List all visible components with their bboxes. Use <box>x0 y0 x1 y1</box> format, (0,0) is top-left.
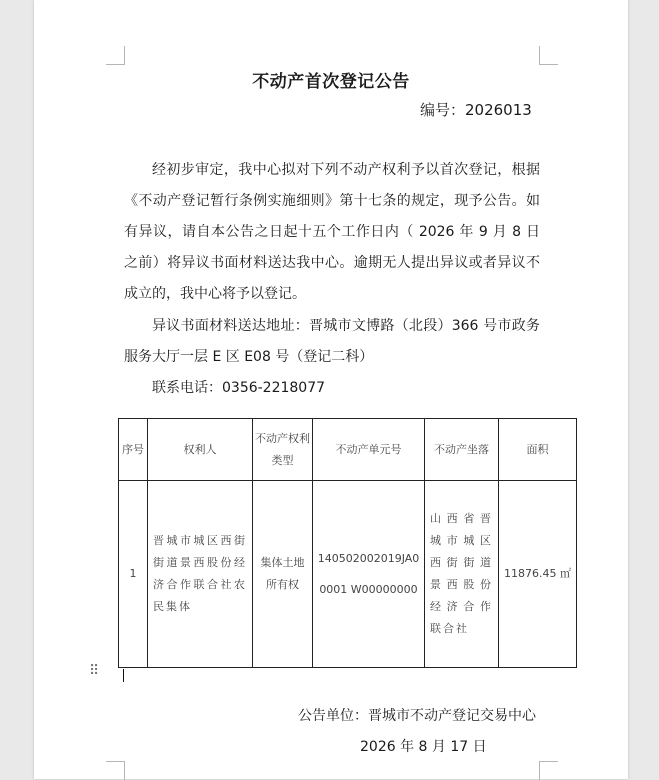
cell-location[interactable]: 山西省晋城市城区西街街道景西股份经济合作联合社 <box>425 481 499 668</box>
issuing-unit[interactable]: 公告单位：晋城市不动产登记交易中心 <box>298 708 536 724</box>
header-right-type[interactable]: 不动产权利类型 <box>253 419 313 481</box>
cell-owner[interactable]: 晋城市城区西街街道景西股份经济合作联合社农民集体 <box>148 481 253 668</box>
margin-mark-bottom-right <box>539 761 558 780</box>
contact-phone-paragraph[interactable]: 联系电话：0356-2218077 <box>152 380 326 396</box>
header-location[interactable]: 不动产坐落 <box>425 419 499 481</box>
header-area[interactable]: 面积 <box>499 419 577 481</box>
header-owner[interactable]: 权利人 <box>148 419 253 481</box>
cell-area[interactable]: 11876.45 ㎡ <box>499 481 577 668</box>
objection-address-paragraph[interactable]: 异议书面材料送达地址：晋城市文博路（北段）366 号市政务服务大厅一层 E 区 E08 号（登记二科） <box>124 318 540 365</box>
header-index[interactable]: 序号 <box>119 419 148 481</box>
cell-right-type[interactable]: 集体土地所有权 <box>253 481 313 668</box>
notice-paragraph-1[interactable]: 经初步审定，我中心拟对下列不动产权利予以首次登记，根据《不动产登记暂行条例实施细则》第十七条的规定，现予公告。如有异议，请自本公告之日起十五个工作日内（ 2026 年 9 月 8 日之前）将异议书面材料送达我中心。逾期无人提出异议或者异议不成立的，我中心将予以登记。 <box>124 162 540 302</box>
document-number[interactable]: 编号：2026013 <box>420 101 532 119</box>
text-cursor <box>123 669 124 682</box>
margin-mark-bottom-left <box>106 761 125 780</box>
registration-table[interactable] <box>118 418 577 668</box>
cell-unit-number[interactable]: 140502002019JA00001 W00000000 <box>313 481 425 668</box>
document-page <box>34 0 628 779</box>
header-unit-number[interactable]: 不动产单元号 <box>313 419 425 481</box>
document-title[interactable]: 不动产首次登记公告 <box>252 72 410 92</box>
drag-handle-icon[interactable]: ⠿ <box>89 663 99 679</box>
margin-mark-top-right <box>539 46 558 65</box>
table-row <box>119 481 577 668</box>
cell-index[interactable]: 1 <box>119 481 148 668</box>
margin-mark-top-left <box>106 46 125 65</box>
issue-date[interactable]: 2026 年 8 月 17 日 <box>360 739 487 755</box>
table-header-row <box>119 419 577 481</box>
